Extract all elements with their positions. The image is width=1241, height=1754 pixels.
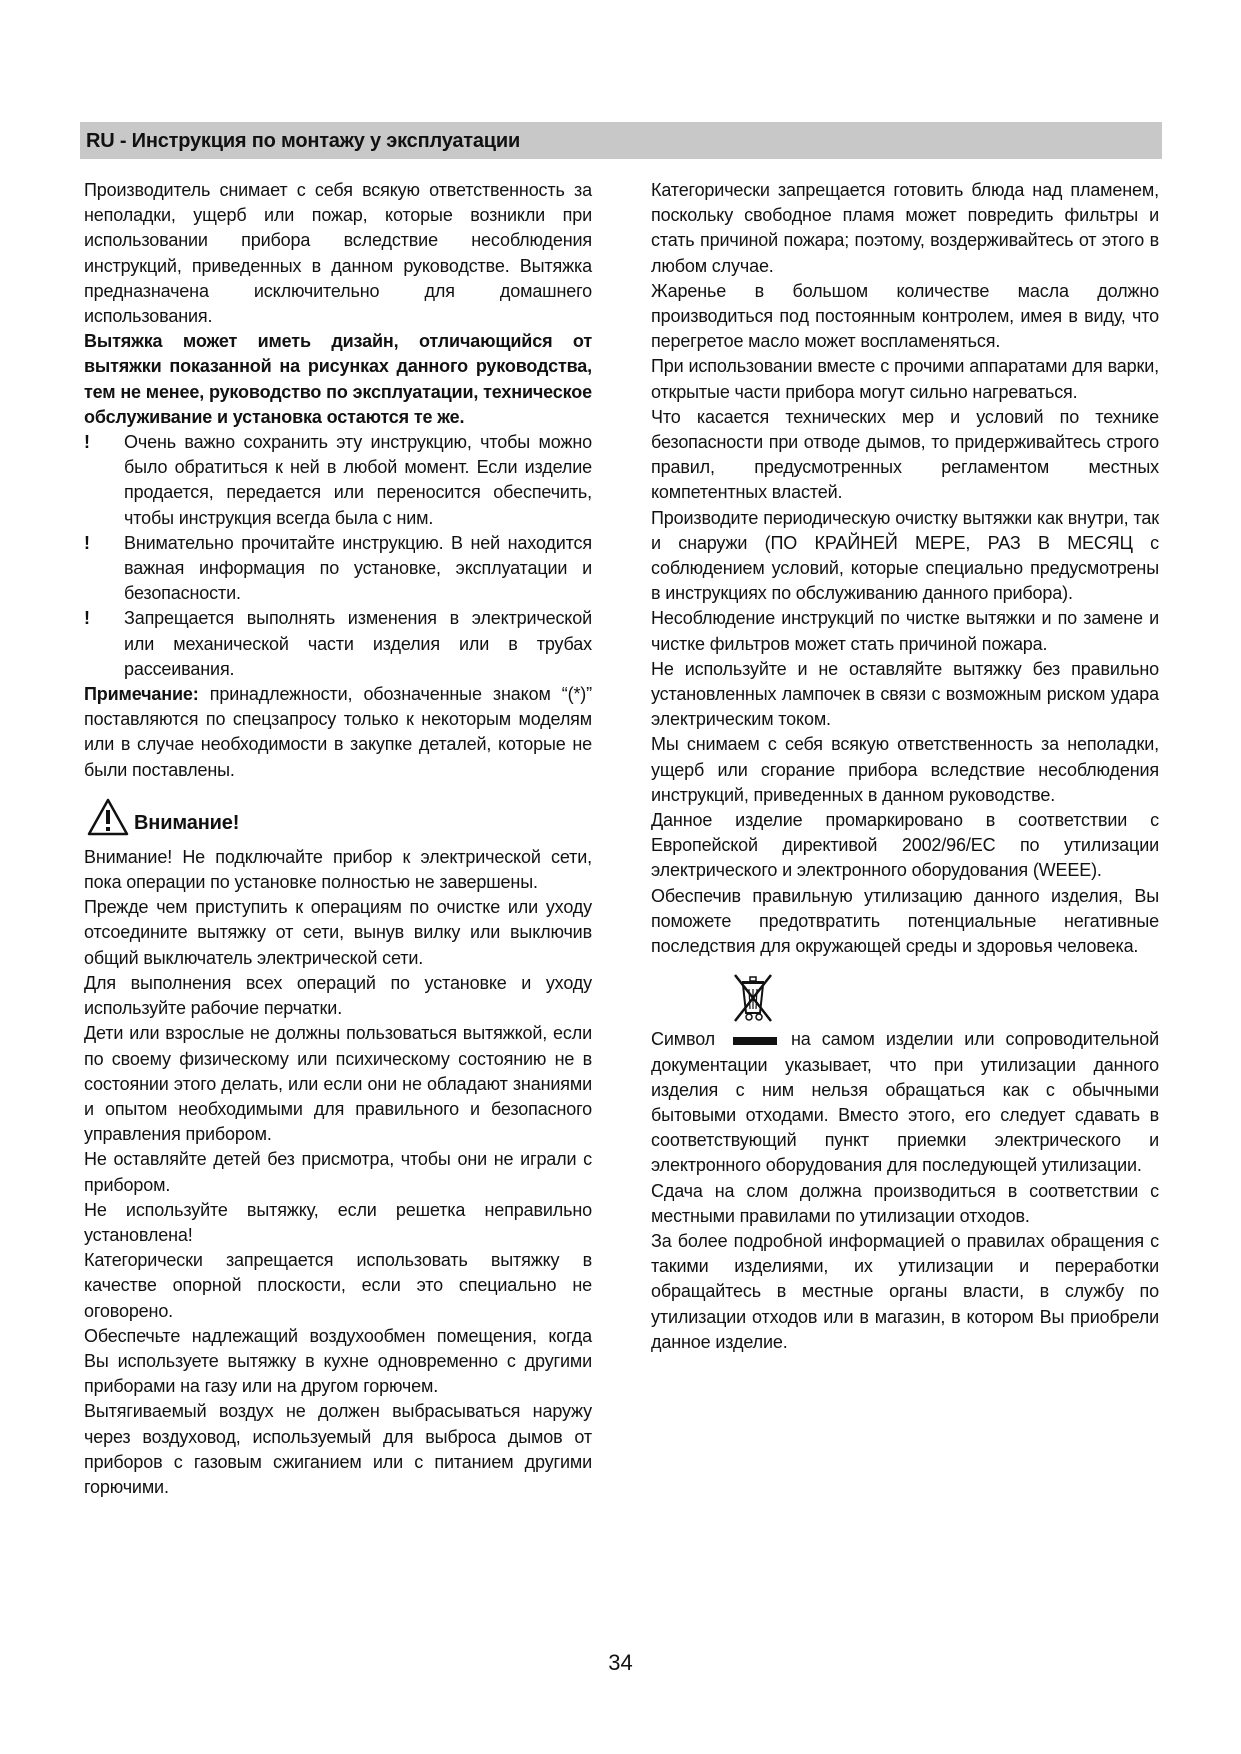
warning-paragraph: Дети или взрослые не должны пользоваться вытяжкой, если по своему физическому или психическому состоянию не в состоянии этого делать, или если они не обладают знаниями и опытом необходимыми для правильного и безопасного управления прибором. — [84, 1023, 592, 1145]
warning-paragraph: Прежде чем приступить к операциям по очистке или уходу отсоедините вытяжку от сети, вынув вилку или выключив общий выключатель электрической сети. — [84, 897, 592, 968]
safety-paragraph: Несоблюдение инструкций по чистке вытяжки и по замене и чистке фильтров может стать причиной пожара. — [651, 608, 1159, 654]
safety-paragraph: При использовании вместе с прочими аппаратами для варки, открытые части прибора могут сильно нагреваться. — [651, 356, 1159, 402]
weee-symbol-block — [651, 959, 1159, 1027]
warning-paragraph: Вытягиваемый воздух не должен выбрасываться наружу через воздуховод, используемый для выброса дымов от приборов с газовым сжиганием или с питанием другими горючими. — [84, 1401, 592, 1497]
warning-paragraph: Внимание! Не подключайте прибор к электрической сети, пока операции по установке полностью не завершены. — [84, 846, 592, 893]
warning-paragraph: Обеспечьте надлежащий воздухообмен помещения, когда Вы используете вытяжку в кухне одновременно с другими приборами на газу или на другом горючем. — [84, 1325, 592, 1397]
design-notice: Вытяжка может иметь дизайн, отличающийся от вытяжки показанной на рисунках данного руководства, тем не менее, руководство по эксплуатации, техническое обслуживание и установка остаются те же. — [84, 331, 592, 427]
warning-paragraph: Категорически запрещается использовать вытяжку в качестве опорной плоскости, если это специально не оговорено. — [84, 1250, 592, 1321]
exclamation-mark: ! — [84, 532, 90, 553]
bullet-text: Очень важно сохранить эту инструкцию, чтобы можно было обратиться к ней в любой момент. Если изделие продается, передается или переносится обеспечить, чтобы инструкция всегда была с ним. — [124, 432, 592, 528]
right-column — [651, 178, 1159, 1355]
safety-paragraph: Что касается технических мер и условий по технике безопасности при отводе дымов, то придерживайтесь строго правил, предусмотренных регламентом местных компетентных властей. — [651, 406, 1159, 503]
note-text: принадлежности, обозначенные знаком “(*)” поставляются по спецзапросу только к некоторым моделям или в случае необходимости в закупке деталей, которые не были поставлены. — [84, 684, 592, 780]
warning-paragraph: Не оставляйте детей без присмотра, чтобы они не играли с прибором. — [84, 1149, 592, 1195]
black-bar-icon — [733, 1037, 777, 1045]
bullet-text: Внимательно прочитайте инструкцию. В ней находится важная информация по установке, эксплуатации и безопасности. — [124, 532, 592, 604]
note-paragraph — [84, 682, 592, 783]
weee-paragraph: Данное изделие промаркировано в соответствии с Европейской директивой 2002/96/EC по утилизации электрического и электронного оборудования (WEEE). — [651, 810, 1159, 881]
crossed-bin-icon — [729, 973, 779, 1025]
left-column — [84, 178, 592, 1500]
bullet-item — [84, 531, 592, 607]
bullet-text: Запрещается выполнять изменения в электрической или механической части изделия или в трубах рассеивания. — [124, 608, 592, 679]
disposal-paragraph: За более подробной информацией о правилах обращения с такими изделиями, их утилизации и переработки обращайтесь в местные органы власти, в службу по утилизации отходов или в магазин, в котором Вы приобрели данное изделие. — [651, 1230, 1159, 1352]
liability-paragraph: Производитель снимает с себя всякую ответственность за неполадки, ущерб или пожар, которые возникли при использовании прибора вследствие несоблюдения инструкций, приведенных в данном руководстве. Вытяжка предназначена исключительно для домашнего использования. — [84, 180, 592, 327]
exclamation-mark: ! — [84, 608, 90, 629]
safety-paragraph: Производите периодическую очистку вытяжки как внутри, так и снаружи (ПО КРАЙНЕЙ МЕРЕ, РАЗ В МЕСЯЦ с соблюдением условий, которые специально предусмотрены в инструкциях по обслуживанию данного прибора). — [651, 507, 1159, 604]
safety-paragraph: Мы снимаем с себя всякую ответственность за неполадки, ущерб или сгорание прибора вследствие несоблюдения инструкций, приведенных в данном руководстве. — [651, 734, 1159, 805]
attention-heading — [84, 795, 592, 845]
section-title: RU - Инструкция по монтажу у эксплуатации — [86, 130, 521, 152]
symbol-text: на самом изделии или сопроводительной документации указывает, что при утилизации данного изделия с ним нельзя обращаться как с обычными бытовыми отходами. Вместо этого, его следует сдавать в соответствующий пункт приемки электрического и электронного оборудования для последующей утилизации. — [651, 1029, 1159, 1176]
attention-title: Внимание! — [134, 811, 240, 834]
section-header — [80, 122, 1162, 159]
symbol-paragraph — [651, 1027, 1159, 1178]
disposal-paragraph: Сдача на слом должна производиться в соответствии с местными правилами по утилизации отходов. — [651, 1180, 1159, 1226]
warning-paragraph: Для выполнения всех операций по установке и уходу используйте рабочие перчатки. — [84, 972, 592, 1019]
safety-paragraph: Жаренье в большом количестве масла должно производиться под постоянным контролем, имея в виду, что перегретое масло может воспламеняться. — [651, 280, 1159, 352]
note-label: Примечание: — [84, 684, 199, 705]
page-number: 34 — [608, 1650, 633, 1675]
safety-paragraph: Не используйте и не оставляйте вытяжку без правильно установленных лампочек в связи с возможным риском удара электрическим током. — [651, 658, 1159, 730]
bullet-item — [84, 606, 592, 682]
symbol-word: Символ — [651, 1029, 716, 1050]
warning-triangle-icon — [86, 797, 130, 837]
weee-paragraph: Обеспечив правильную утилизацию данного изделия, Вы поможете предотвратить потенциальные негативные последствия для окружающей среды и здоровья человека. — [651, 885, 1159, 957]
exclamation-mark: ! — [84, 432, 90, 453]
bullet-item — [84, 430, 592, 531]
warning-paragraph: Не используйте вытяжку, если решетка неправильно установлена! — [84, 1199, 592, 1245]
safety-paragraph: Категорически запрещается готовить блюда над пламенем, поскольку свободное пламя может повредить фильтры и стать причиной пожара; поэтому, воздерживайтесь от этого в любом случае. — [651, 180, 1159, 276]
